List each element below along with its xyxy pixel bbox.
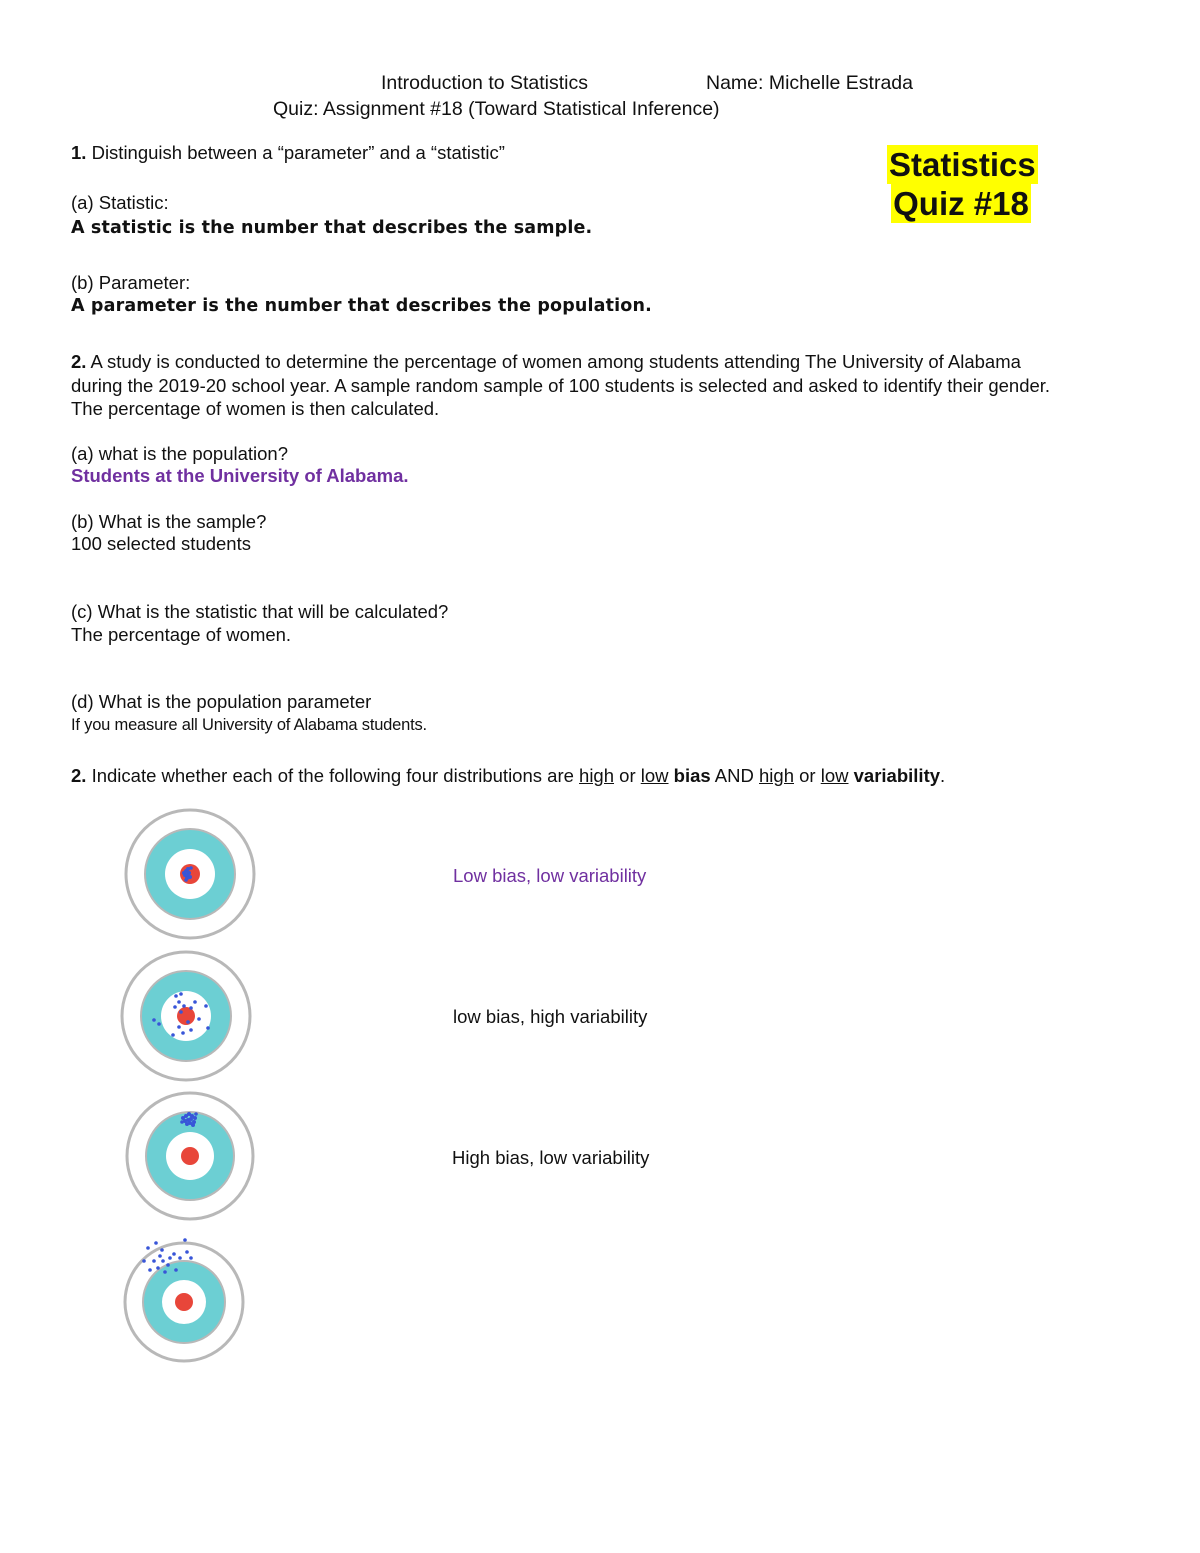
low-bias-high-variability-target-icon <box>118 948 256 1086</box>
q3-period: . <box>940 765 946 786</box>
q2a-answer: Students at the University of Alabama. <box>71 465 409 486</box>
target-3-answer: High bias, low variability <box>452 1147 650 1168</box>
q2c-label: (c) What is the statistic that will be calculated? <box>71 601 449 622</box>
q1-number: 1. <box>71 142 87 163</box>
q2-line1-text: A study is conducted to determine the percentage of women among students attending The University of Alabama <box>86 351 1021 372</box>
q3-variability: variability <box>848 765 941 786</box>
q2d-answer: If you measure all University of Alabama students. <box>71 716 427 734</box>
q3-high-1: high <box>579 765 615 786</box>
student-name: Name: Michelle Estrada <box>706 72 913 94</box>
q2a-label: (a) what is the population? <box>71 443 288 464</box>
badge-line-2: Quiz #18 <box>893 185 1029 222</box>
q3-and: AND <box>710 765 760 786</box>
q3-prompt <box>71 765 945 787</box>
q2-prompt-line-2: during the 2019-20 school year. A sample random sample of 100 students is selected and asked to identify their gender. <box>71 375 1051 396</box>
q2d-label: (d) What is the population parameter <box>71 691 372 712</box>
q2b-label: (b) What is the sample? <box>71 511 267 532</box>
q1a-answer: A statistic is the number that describes the sample. <box>71 218 593 238</box>
q3-or-2: or <box>794 765 821 786</box>
q3-high-2: high <box>759 765 794 786</box>
q3-low-1: low <box>640 765 669 786</box>
q3-text-1: Indicate whether each of the following four distributions are <box>86 765 580 786</box>
q2-prompt-line-3: The percentage of women is then calculated. <box>71 398 440 419</box>
high-bias-high-variability-target-icon <box>118 1228 252 1364</box>
q2c-answer: The percentage of women. <box>71 624 292 645</box>
q1-prompt <box>71 142 505 164</box>
q2-number: 2. <box>71 351 87 372</box>
q3-bias: bias <box>668 765 711 786</box>
badge-line-1: Statistics <box>889 146 1036 183</box>
q1b-label: (b) Parameter: <box>71 272 191 293</box>
q1b-answer: A parameter is the number that describes the population. <box>71 296 652 316</box>
high-bias-low-variability-target-icon <box>122 1089 258 1225</box>
q1-text: Distinguish between a “parameter” and a “statistic” <box>86 142 505 163</box>
course-title: Introduction to Statistics <box>381 72 589 94</box>
low-bias-low-variability-target-icon <box>120 806 260 946</box>
target-2-answer: low bias, high variability <box>453 1006 648 1027</box>
q3-or-1: or <box>614 765 641 786</box>
quiz-title: Quiz: Assignment #18 (Toward Statistical Inference) <box>273 98 720 120</box>
target-1-answer: Low bias, low variability <box>453 865 647 886</box>
q1a-label: (a) Statistic: <box>71 192 169 213</box>
quiz-badge <box>887 145 1035 223</box>
q3-number: 2. <box>71 765 87 786</box>
q2-prompt-line-1 <box>71 351 1021 373</box>
q2b-answer: 100 selected students <box>71 533 251 554</box>
q3-low-2: low <box>820 765 849 786</box>
